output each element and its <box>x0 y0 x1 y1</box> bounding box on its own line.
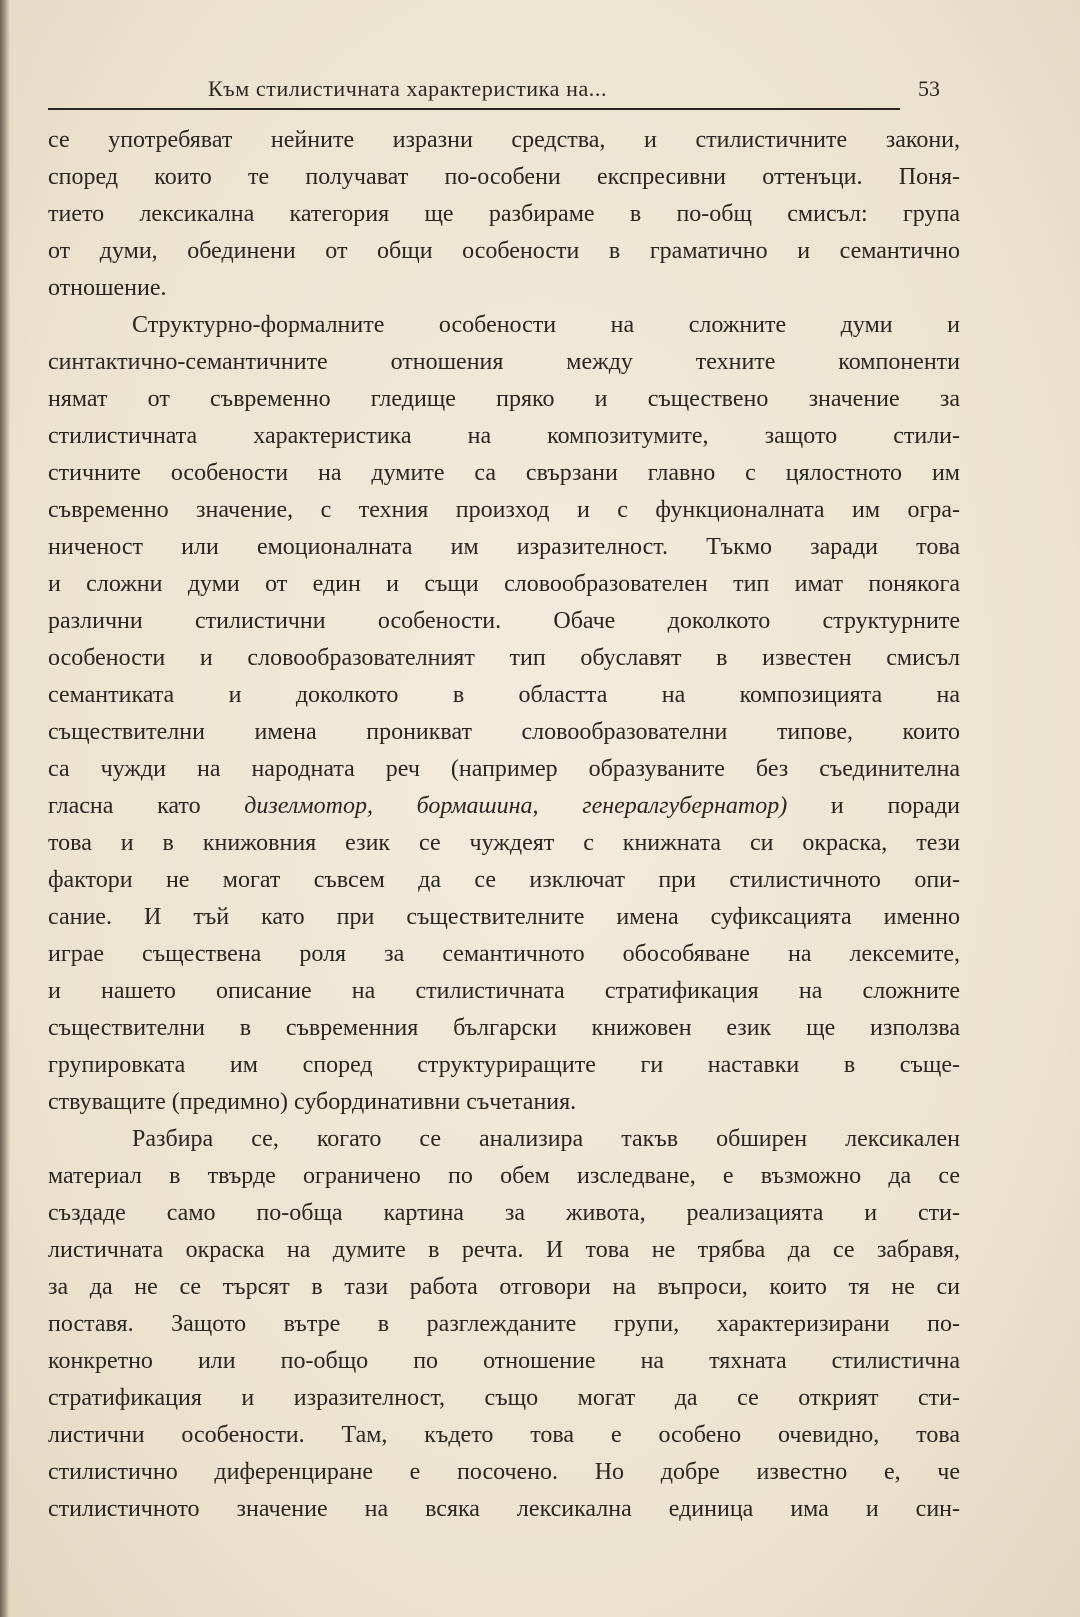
text-fragment: гласна като <box>48 793 245 819</box>
text-line: се употребяват нейните изразни средства, и стилистичните закони, <box>48 127 960 153</box>
page-header <box>48 70 940 110</box>
italic-examples: дизелмотор, бормашина, генералгубернатор) <box>244 793 788 819</box>
paragraph-first-line: Разбира се, когато се анализира такъв обширен лексикален <box>132 1126 960 1152</box>
text-line: съвременно значение, с техния произход и с функционалната им огра- <box>48 497 960 523</box>
text-line: нямат от съвременно гледище пряко и съществено значение за <box>48 386 960 412</box>
text-line: семантиката и доколкото в областта на композицията на <box>48 682 960 708</box>
text-line: съществителни имена проникват словообразователни типове, които <box>48 719 960 745</box>
text-line: стилистичното значение на всяка лексикална единица има и син- <box>48 1496 960 1522</box>
text-fragment: и поради <box>787 793 960 819</box>
text-line: това и в книжовния език се чуждеят с книжната си окраска, тези <box>48 830 960 856</box>
text-line: поставя. Защото вътре в разглежданите групи, характеризирани по- <box>48 1311 960 1337</box>
text-line: конкретно или по-общо по отношение на тяхната стилистична <box>48 1348 960 1374</box>
text-line: ниченост или емоционалната им изразителност. Тъкмо заради това <box>48 534 960 560</box>
text-line: тието лексикална категория ще разбираме в по-общ смисъл: група <box>48 201 960 227</box>
text-line: различни стилистични особености. Обаче доколкото структурните <box>48 608 960 634</box>
text-line: особености и словообразователният тип обуславят в известен смисъл <box>48 645 960 671</box>
text-line: ствуващите (предимно) субординативни съчетания. <box>48 1089 577 1115</box>
text-line: стилистично диференциране е посочено. Но добре известно е, че <box>48 1459 960 1485</box>
text-line: създаде само по-обща картина за живота, реализацията и сти- <box>48 1200 960 1226</box>
text-line: стратификация и изразителност, също могат да се открият сти- <box>48 1385 960 1411</box>
text-line: отношение. <box>48 275 167 301</box>
text-line: листични особености. Там, където това е особено очевидно, това <box>48 1422 960 1448</box>
text-line: и сложни думи от един и същи словообразователен тип имат понякога <box>48 571 960 597</box>
text-line: според които те получават по-особени експресивни оттенъци. Поня- <box>48 164 960 190</box>
text-line: и нашето описание на стилистичната стратификация на сложните <box>48 978 960 1004</box>
text-line-with-examples <box>48 788 960 825</box>
text-line: стичните особености на думите са свързани главно с цялостното им <box>48 460 960 486</box>
book-spine-shadow <box>0 0 10 1617</box>
header-rule <box>48 108 900 110</box>
text-line: листичната окраска на думите в речта. И това не трябва да се забравя, <box>48 1237 960 1263</box>
body-text <box>48 122 960 1528</box>
text-line: за да не се търсят в тази работа отговори на въпроси, които тя не си <box>48 1274 960 1300</box>
text-line: групировката им според структуриращите ги наставки в съще- <box>48 1052 960 1078</box>
text-line: фактори не могат съвсем да се изключат при стилистичното опи- <box>48 867 960 893</box>
text-line: съществителни в съвременния български книжовен език ще използва <box>48 1015 960 1041</box>
page-number: 53 <box>918 76 940 101</box>
text-line: са чужди на народната реч (например образуваните без съединителна <box>48 756 960 782</box>
text-line: играе съществена роля за семантичното обособяване на лексемите, <box>48 941 960 967</box>
running-head: Към стилистичната характеристика на... <box>208 76 608 101</box>
text-line: синтактично-семантичните отношения между техните компоненти <box>48 349 960 375</box>
text-line: стилистичната характеристика на композитумите, защото стили- <box>48 423 960 449</box>
text-line: от думи, обединени от общи особености в граматично и семантично <box>48 238 960 264</box>
text-line: сание. И тъй като при съществителните имена суфиксацията именно <box>48 904 960 930</box>
text-line: материал в твърде ограничено по обем изследване, е възможно да се <box>48 1163 960 1189</box>
paragraph-first-line: Структурно-формалните особености на сложните думи и <box>132 312 960 338</box>
